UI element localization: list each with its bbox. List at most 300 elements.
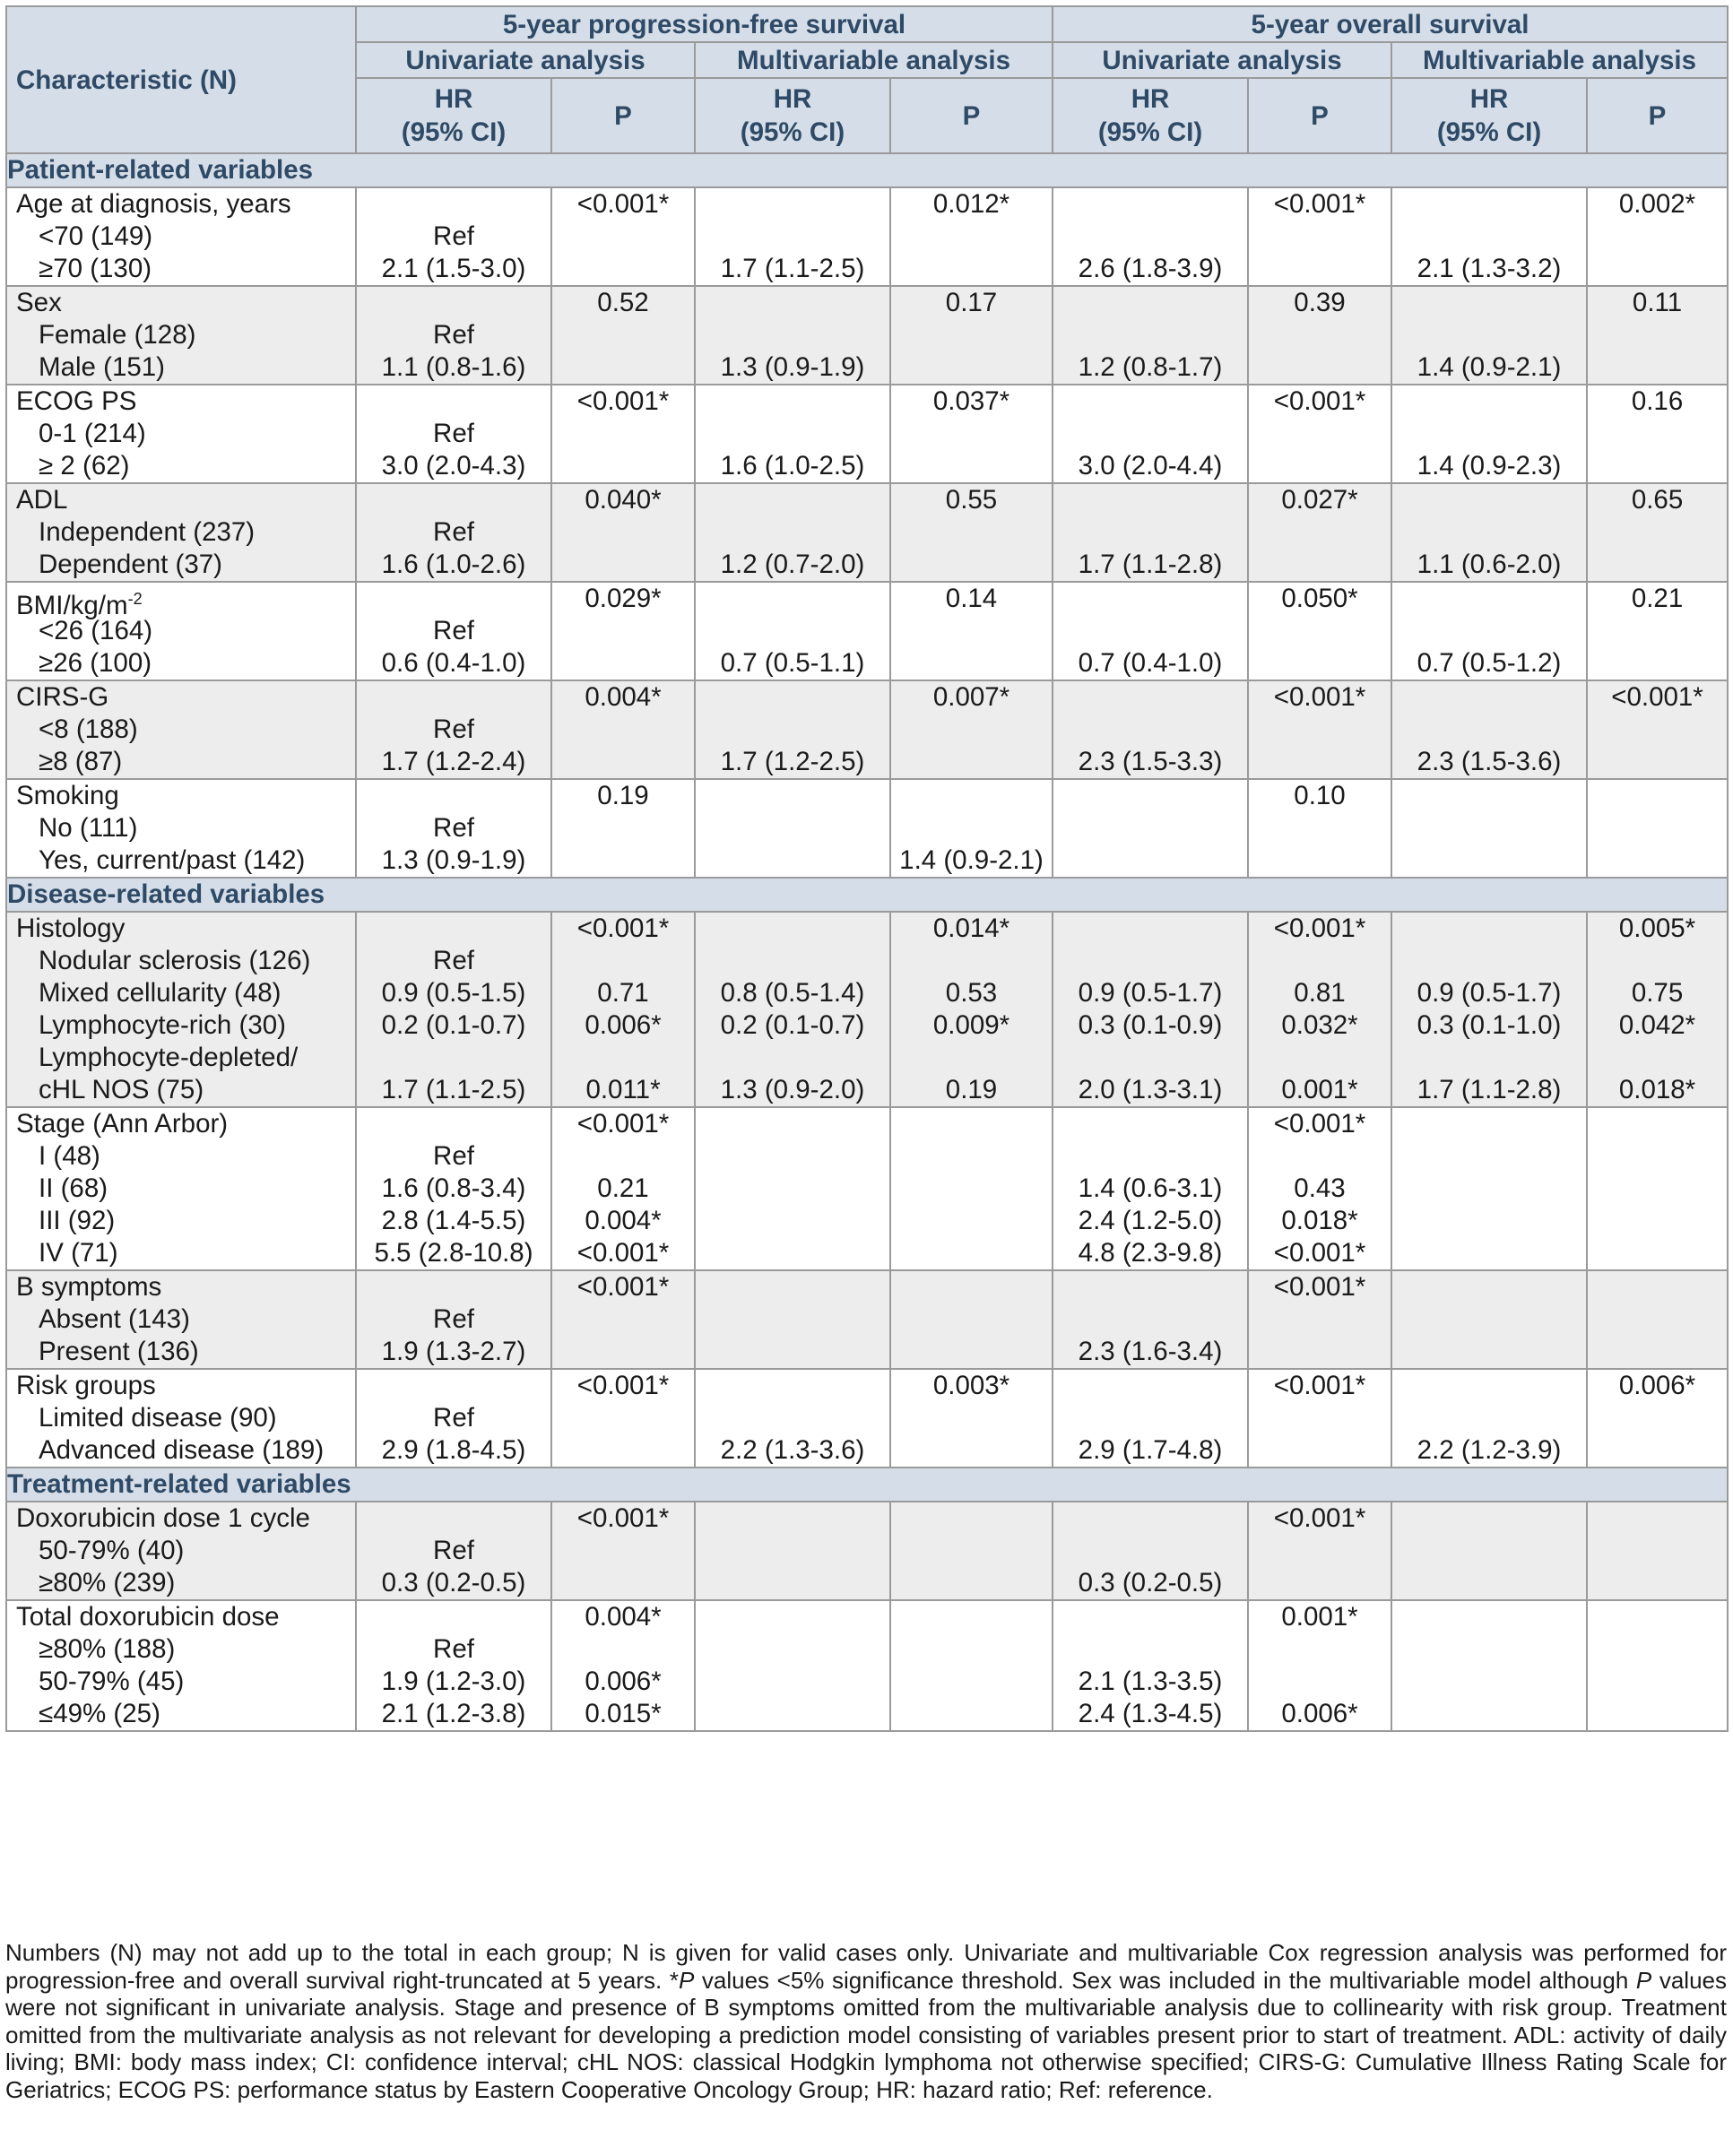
cell-value: 0.75 [1631, 978, 1684, 1008]
cell-value: <0.001* [1273, 1503, 1366, 1533]
cell-value [1392, 1666, 1586, 1698]
cell-value [552, 549, 694, 581]
cell-value [552, 418, 694, 450]
cell-value: 2.3 (1.5-3.6) [1417, 747, 1562, 776]
value-cell [1053, 582, 1248, 680]
cell-value: 0.39 [1294, 288, 1346, 317]
cell-value [1249, 221, 1391, 253]
cell-value [1392, 913, 1586, 945]
variable-label: CIRS-G [16, 682, 109, 712]
table-row [6, 1107, 1728, 1270]
cell-value [1249, 615, 1391, 647]
cell-value: <0.001* [1273, 386, 1366, 416]
cell-value [891, 351, 1052, 384]
category-label [16, 319, 355, 351]
variable-label: Histology [16, 913, 126, 943]
cell-value: 0.009* [932, 1010, 1010, 1040]
category-text: Male (151) [39, 352, 166, 382]
cell-value [1392, 1402, 1586, 1434]
cell-value [891, 714, 1052, 746]
cell-value: Ref [433, 616, 474, 645]
cell-value [1392, 1237, 1586, 1269]
cell-value [891, 1402, 1052, 1434]
characteristic-cell [6, 286, 356, 385]
cell-value: 1.2 (0.7-2.0) [720, 550, 865, 579]
value-cell [1053, 385, 1248, 483]
cell-value [891, 1502, 1052, 1535]
cell-value [696, 1666, 889, 1698]
cell-value [1249, 844, 1391, 877]
category-label [16, 253, 355, 285]
category-text: Lymphocyte-depleted/ [39, 1043, 299, 1072]
cell-value [1588, 1237, 1727, 1269]
cell-value: 1.4 (0.9-2.1) [899, 845, 1044, 875]
cell-value: 0.3 (0.2-0.5) [381, 1568, 526, 1598]
value-cell [1391, 1369, 1587, 1468]
cell-value [891, 1042, 1052, 1074]
cell-value: <0.001* [1611, 682, 1703, 712]
cell-value [1588, 1108, 1727, 1140]
cell-value [1249, 1303, 1391, 1336]
cell-value [357, 681, 550, 714]
cell-value: 0.027* [1281, 485, 1358, 515]
cell-value [1588, 1173, 1727, 1205]
cell-value [552, 450, 694, 482]
value-cell [1587, 1600, 1728, 1731]
cell-value [1249, 812, 1391, 844]
cell-value [696, 714, 889, 746]
value-cell [1587, 1502, 1728, 1600]
cell-value [696, 812, 889, 844]
cell-value: 0.006* [1618, 1371, 1696, 1400]
cell-value: <0.001* [1273, 682, 1366, 712]
value-cell [1053, 187, 1248, 286]
value-cell [1391, 912, 1587, 1107]
value-cell [1248, 286, 1391, 385]
cell-value [891, 1271, 1052, 1303]
cell-value [891, 418, 1052, 450]
cell-value: Ref [433, 1634, 474, 1664]
value-cell [695, 779, 890, 878]
cell-value [891, 319, 1052, 351]
cell-value [696, 1042, 889, 1074]
value-cell [695, 582, 890, 680]
cell-value: 3.0 (2.0-4.4) [1078, 451, 1223, 481]
cell-value: 0.8 (0.5-1.4) [720, 978, 865, 1008]
cell-value [552, 516, 694, 549]
cell-value [357, 913, 550, 945]
cell-value [1249, 746, 1391, 778]
cell-value: <0.001* [576, 1371, 670, 1400]
cell-value: Ref [433, 714, 474, 744]
category-text: ≥70 (130) [39, 254, 152, 283]
cell-value: 0.001* [1281, 1075, 1358, 1104]
header-hr: HR (95% CI) [695, 78, 890, 153]
value-cell [890, 1107, 1053, 1270]
value-cell [1053, 286, 1248, 385]
characteristic-cell [6, 582, 356, 680]
cell-value [696, 681, 889, 714]
cell-value [891, 549, 1052, 581]
category-text: Advanced disease (189) [39, 1435, 325, 1465]
cell-value [1249, 1633, 1391, 1666]
cell-value [552, 714, 694, 746]
value-cell [890, 1270, 1053, 1369]
cell-value: 2.1 (1.2-3.8) [381, 1699, 526, 1728]
cell-value [696, 1633, 889, 1666]
cell-value [1392, 812, 1586, 844]
cell-value [1249, 1434, 1391, 1467]
cell-value [1392, 188, 1586, 221]
cell-value: 1.7 (1.1-2.5) [381, 1075, 526, 1104]
cell-value: Ref [433, 419, 474, 448]
cell-value [1053, 844, 1247, 877]
cell-value [552, 844, 694, 877]
cell-value [1392, 1336, 1586, 1368]
cell-value [696, 583, 889, 615]
value-cell [551, 680, 695, 779]
cell-value [1588, 1402, 1727, 1434]
value-cell [356, 187, 551, 286]
category-label [16, 1205, 355, 1237]
cell-value [696, 1271, 889, 1303]
cell-value [1249, 1666, 1391, 1698]
cell-value [891, 1303, 1052, 1336]
value-cell [1587, 582, 1728, 680]
category-text: 50-79% (45) [39, 1667, 185, 1696]
category-label [16, 1633, 355, 1666]
cell-value: 0.81 [1294, 978, 1346, 1008]
cell-value: <0.001* [1273, 1238, 1366, 1268]
cell-value [1392, 1633, 1586, 1666]
category-label [16, 1535, 355, 1567]
cell-value: 0.001* [1281, 1602, 1358, 1632]
category-text: Nodular sclerosis (126) [39, 946, 311, 975]
cell-value [552, 351, 694, 384]
cell-value [1588, 1535, 1727, 1567]
value-cell [890, 912, 1053, 1107]
characteristic-cell [6, 912, 356, 1107]
cell-value [552, 1434, 694, 1467]
category-text: Lymphocyte-rich (30) [39, 1010, 286, 1040]
cell-value: 0.018* [1281, 1206, 1358, 1235]
cell-value: 0.004* [585, 1602, 662, 1632]
header-os: 5-year overall survival [1053, 6, 1728, 42]
value-cell [356, 912, 551, 1107]
characteristic-cell [6, 779, 356, 878]
cell-value [1053, 615, 1247, 647]
cell-value [1392, 319, 1586, 351]
cell-value: 2.9 (1.8-4.5) [381, 1435, 526, 1465]
cell-value: Ref [433, 517, 474, 547]
cell-value [891, 647, 1052, 680]
value-cell [1587, 187, 1728, 286]
cell-value: 3.0 (2.0-4.3) [381, 451, 526, 481]
cell-value: 0.21 [597, 1173, 649, 1203]
cell-value [1392, 844, 1586, 877]
cell-value: 2.2 (1.2-3.9) [1417, 1435, 1562, 1465]
cell-value: <0.001* [576, 386, 670, 416]
cell-value [552, 615, 694, 647]
category-text: Limited disease (90) [39, 1403, 277, 1433]
cell-value [1053, 319, 1247, 351]
cell-value [1053, 1042, 1247, 1074]
cell-value: 2.4 (1.3-4.5) [1078, 1699, 1223, 1728]
cell-value [1053, 1140, 1247, 1173]
cell-value: 0.7 (0.5-1.1) [720, 648, 865, 678]
cell-value [1588, 812, 1727, 844]
value-cell [1053, 1369, 1248, 1468]
cell-value [696, 1108, 889, 1140]
cell-value [552, 319, 694, 351]
cell-value [696, 1370, 889, 1402]
value-cell [1391, 1600, 1587, 1731]
value-cell [1248, 1107, 1391, 1270]
cell-value: 5.5 (2.8-10.8) [374, 1238, 533, 1268]
section-title: Treatment-related variables [6, 1468, 1728, 1502]
table-row [6, 779, 1728, 878]
variable-label: Stage (Ann Arbor) [16, 1109, 229, 1139]
value-cell [356, 286, 551, 385]
cell-value [1588, 450, 1727, 482]
cell-value: 0.7 (0.4-1.0) [1078, 648, 1223, 678]
category-label [16, 516, 355, 549]
cell-value: 0.006* [1281, 1699, 1358, 1728]
cell-value [1588, 418, 1727, 450]
cell-value [1053, 287, 1247, 319]
variable-label: ADL [16, 485, 68, 515]
table-footnote: Numbers (N) may not add up to the total in each group; N is given for valid cases only. Univariate and multivariable Cox regression analysis was performed for progression-free and overall survival right-truncated at 5 years. *P values <5% significance threshold. Sex was included in the multivariable model although P values were not significant in univariate analysis. Stage and presence of B symptoms omitted from the multivariable analysis due to collinearity with risk group. Treatment omitted from the multivariate analysis as not relevant for developing a prediction model consisting of variables present prior to start of treatment. ADL: activity of daily living; BMI: body mass index; CI: confidence interval; cHL NOS: classical Hodgkin lymphoma not otherwise specified; CIRS-G: Cumulative Illness Rating Scale for Geriatrics; ECOG PS: performance status by Eastern Cooperative Oncology Group; HR: hazard ratio; Ref: reference. [5, 1939, 1727, 2103]
characteristic-cell [6, 385, 356, 483]
cell-value: 0.11 [1632, 288, 1683, 317]
cell-value [1392, 1370, 1586, 1402]
cell-value: 1.7 (1.2-2.4) [381, 747, 526, 776]
category-label [16, 615, 355, 647]
cell-value: Ref [433, 1536, 474, 1565]
cell-value [1053, 188, 1247, 221]
cell-value: 0.43 [1294, 1173, 1346, 1203]
cell-value [1249, 1535, 1391, 1567]
value-cell [1391, 582, 1587, 680]
cell-value [1588, 1601, 1727, 1633]
cell-value [1588, 1140, 1727, 1173]
header-hr: HR (95% CI) [1053, 78, 1248, 153]
value-cell [1248, 187, 1391, 286]
cell-value [891, 1108, 1052, 1140]
header-os-multivariable: Multivariable analysis [1391, 42, 1728, 78]
value-cell [695, 483, 890, 582]
cell-value: 0.012* [932, 189, 1010, 219]
value-cell [1587, 912, 1728, 1107]
cell-value [891, 1173, 1052, 1205]
cell-value: 0.53 [945, 978, 998, 1008]
value-cell [1053, 912, 1248, 1107]
value-cell [695, 1369, 890, 1468]
cell-value [1392, 583, 1586, 615]
value-cell [1053, 1107, 1248, 1270]
cell-value [696, 1173, 889, 1205]
cell-value [891, 1698, 1052, 1730]
value-cell [356, 1502, 551, 1600]
cell-value [696, 188, 889, 221]
cell-value [552, 1042, 694, 1074]
table-row [6, 582, 1728, 680]
cell-value [1588, 1336, 1727, 1368]
value-cell [695, 680, 890, 779]
category-label [16, 1336, 355, 1368]
header-p: P [1587, 78, 1728, 153]
value-cell [890, 680, 1053, 779]
category-text: <70 (149) [39, 221, 153, 251]
section-title: Disease-related variables [6, 878, 1728, 912]
cell-value [1588, 1567, 1727, 1599]
cell-value [1392, 780, 1586, 812]
cell-value: 0.3 (0.1-1.0) [1417, 1010, 1562, 1040]
cell-value [891, 1535, 1052, 1567]
cell-value [891, 945, 1052, 977]
cell-value [1392, 221, 1586, 253]
cell-value [357, 780, 550, 812]
variable-label: Smoking [16, 781, 119, 810]
category-text: ≥8 (87) [39, 747, 123, 776]
cell-value [1588, 1633, 1727, 1666]
value-cell [1391, 286, 1587, 385]
table-row [6, 187, 1728, 286]
value-cell [1248, 1270, 1391, 1369]
cell-value [1053, 1402, 1247, 1434]
cell-value: 2.8 (1.4-5.5) [381, 1206, 526, 1235]
value-cell [551, 1270, 695, 1369]
cell-value [1249, 450, 1391, 482]
cell-value: <0.001* [576, 189, 670, 219]
cell-value [1392, 287, 1586, 319]
value-cell [356, 1107, 551, 1270]
category-text: ≥80% (239) [39, 1568, 176, 1598]
value-cell [695, 1502, 890, 1600]
cell-value [696, 287, 889, 319]
cell-value: Ref [433, 1403, 474, 1433]
category-label [16, 1009, 355, 1042]
characteristic-cell [6, 187, 356, 286]
cell-value [696, 1502, 889, 1535]
category-label [16, 1303, 355, 1336]
value-cell [1053, 1600, 1248, 1731]
category-label [16, 549, 355, 581]
cell-value [1053, 913, 1247, 945]
cell-value [1053, 714, 1247, 746]
cell-value: 2.1 (1.5-3.0) [381, 254, 526, 283]
cell-value [1053, 1271, 1247, 1303]
value-cell [1587, 1270, 1728, 1369]
cell-value: 0.3 (0.1-0.9) [1078, 1010, 1223, 1040]
category-label [16, 977, 355, 1009]
table-body [6, 153, 1728, 1731]
category-text: ≤49% (25) [39, 1699, 160, 1728]
cell-value: 1.3 (0.9-2.0) [720, 1075, 865, 1104]
cell-value: 2.1 (1.3-3.2) [1417, 254, 1562, 283]
value-cell [1248, 1600, 1391, 1731]
cell-value [1249, 549, 1391, 581]
category-label [16, 1140, 355, 1173]
cell-value [552, 1336, 694, 1368]
cell-value [696, 780, 889, 812]
header-p: P [1248, 78, 1391, 153]
cell-value [1588, 615, 1727, 647]
value-cell [1053, 1270, 1248, 1369]
value-cell [1391, 187, 1587, 286]
value-cell [551, 483, 695, 582]
table-row [6, 1369, 1728, 1468]
cell-value [696, 385, 889, 418]
cell-value: 0.19 [945, 1075, 998, 1104]
value-cell [890, 187, 1053, 286]
value-cell [1248, 779, 1391, 878]
cell-value: 0.005* [1618, 913, 1696, 943]
cell-value: 0.004* [585, 1206, 662, 1235]
cell-value: <0.001* [1273, 1371, 1366, 1400]
cell-value [552, 1402, 694, 1434]
cell-value [1053, 1633, 1247, 1666]
cell-value: 0.037* [932, 386, 1010, 416]
cell-value: 1.4 (0.6-3.1) [1078, 1173, 1223, 1203]
cell-value: 1.2 (0.8-1.7) [1078, 352, 1223, 382]
category-label [16, 746, 355, 778]
value-cell [1248, 1369, 1391, 1468]
cell-value [696, 418, 889, 450]
characteristic-cell [6, 483, 356, 582]
cell-value [357, 1108, 550, 1140]
value-cell [1248, 912, 1391, 1107]
value-cell [1053, 680, 1248, 779]
cell-value [1588, 1303, 1727, 1336]
cell-value: 0.3 (0.2-0.5) [1078, 1568, 1223, 1598]
cell-value: <0.001* [576, 1238, 670, 1268]
cell-value: 2.3 (1.6-3.4) [1078, 1337, 1223, 1366]
cell-value: 1.7 (1.2-2.5) [720, 747, 865, 776]
cell-value [1392, 945, 1586, 977]
cell-value: 1.6 (0.8-3.4) [381, 1173, 526, 1203]
variable-label: B symptoms [16, 1272, 162, 1302]
cell-value [552, 746, 694, 778]
cell-value: 2.0 (1.3-3.1) [1078, 1075, 1223, 1104]
value-cell [551, 912, 695, 1107]
variable-label: Total doxorubicin dose [16, 1602, 280, 1632]
cell-value [696, 1601, 889, 1633]
value-cell [551, 582, 695, 680]
cell-value [1053, 812, 1247, 844]
header-hr: HR (95% CI) [356, 78, 551, 153]
category-label [16, 1567, 355, 1599]
category-text: II (68) [39, 1173, 108, 1203]
cell-value: 0.042* [1618, 1010, 1696, 1040]
cell-value: <0.001* [576, 1272, 670, 1302]
cell-value [1588, 351, 1727, 384]
category-text: 0-1 (214) [39, 419, 146, 448]
value-cell [890, 1369, 1053, 1468]
value-cell [551, 1600, 695, 1731]
cell-value [696, 1698, 889, 1730]
category-label [16, 647, 355, 680]
value-cell [1391, 385, 1587, 483]
category-text: IV (71) [39, 1238, 118, 1268]
cell-value [357, 583, 550, 615]
survival-table [5, 5, 1729, 1732]
cell-value: <0.001* [1273, 913, 1366, 943]
cell-value [696, 844, 889, 877]
value-cell [356, 483, 551, 582]
section-header-row [6, 878, 1728, 912]
cell-value: 1.9 (1.3-2.7) [381, 1337, 526, 1366]
